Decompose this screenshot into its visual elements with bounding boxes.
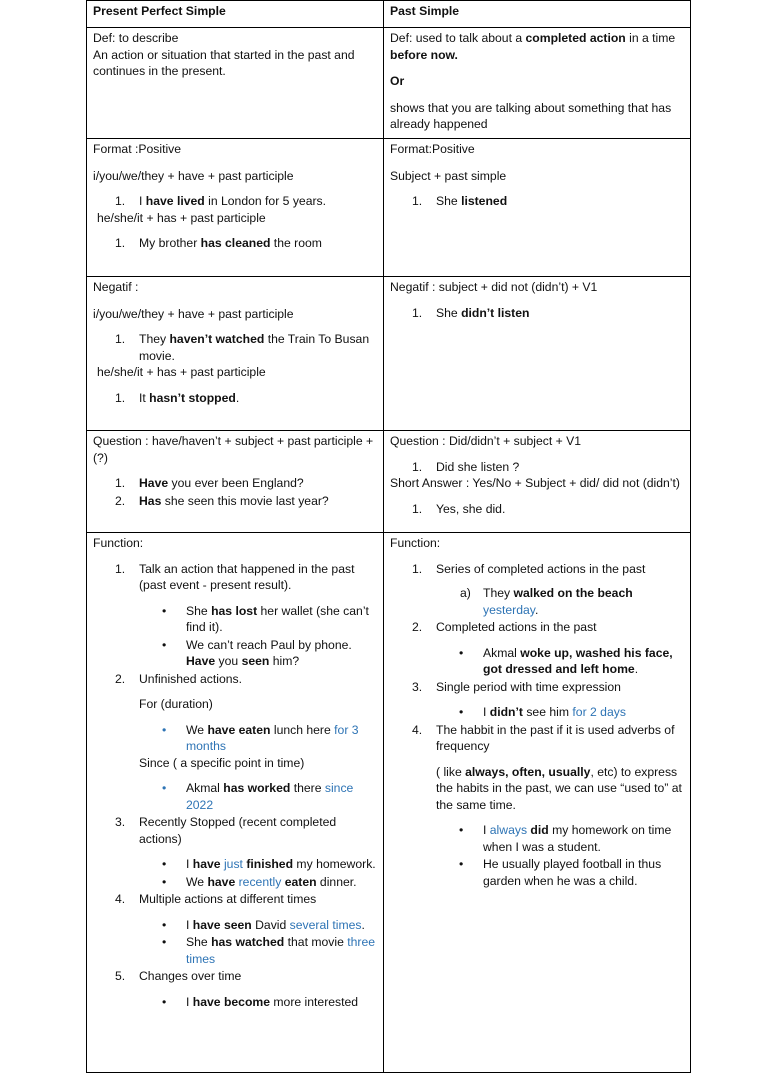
pp-question-examples	[93, 475, 377, 509]
header-past-simple: Past Simple	[384, 1, 691, 28]
pp-negative-examples2	[93, 390, 377, 407]
header-present-perfect: Present Perfect Simple	[87, 1, 384, 28]
list-item: 2. Completed actions in the past	[412, 620, 597, 634]
pp-question-title: Question : have/haven’t + subject + past participle + (?)	[93, 434, 374, 465]
ps-negative-title: Negatif : subject + did not (didn’t) + V1	[390, 280, 598, 294]
list-item: • Akmal woke up, washed his face, got dressed and left home.	[459, 645, 673, 676]
list-item: • She has watched that movie three times	[162, 935, 376, 966]
list-item: 1. Did she listen ?	[412, 459, 520, 474]
pp-function-list	[93, 561, 377, 594]
ps-negative-cell	[384, 277, 691, 431]
list-item: 4. Multiple actions at different times	[115, 892, 317, 906]
list-item: • I have seen David several times.	[162, 917, 365, 932]
ps-function-list	[390, 561, 684, 578]
ps-f4-bullets	[390, 822, 684, 889]
list-item: 5. Changes over time	[115, 969, 242, 983]
negative-row	[87, 277, 691, 431]
list-item: • We have recently eaten dinner.	[162, 874, 357, 889]
list-item: 1. I have lived in London for 5 years.	[115, 194, 327, 208]
list-item: • We can’t reach Paul by phone. Have you seen him?	[162, 637, 352, 668]
list-item: 3. Single period with time expression	[412, 679, 621, 694]
ps-positive-title: Format:Positive	[390, 142, 475, 156]
pp-positive-title: Format :Positive	[93, 142, 182, 156]
ps-or: Or	[390, 74, 405, 88]
list-item: 1. She didn’t listen	[412, 305, 530, 320]
pp-positive-formula1: i/you/we/they + have + past participle	[93, 168, 294, 183]
list-item: • I always did my homework on time when I was a student.	[459, 823, 672, 854]
pp-positive-cell	[87, 139, 384, 277]
ps-positive-cell	[384, 139, 691, 277]
ps-positive-formula: Subject + past simple	[390, 168, 507, 183]
list-item: 3. Recently Stopped (recent completed actions)	[115, 815, 337, 846]
question-row	[87, 431, 691, 533]
pp-def-line: An action or situation that started in the past and continues in the present.	[93, 47, 355, 78]
header-row	[87, 1, 691, 28]
list-item: a) They walked on the beach yesterday.	[460, 586, 633, 617]
list-item: 1. Talk an action that happened in the past (past event - present result).	[115, 561, 355, 592]
ps-f3-bullets	[390, 704, 684, 721]
grammar-table	[86, 0, 691, 1073]
pp-function-title: Function:	[93, 536, 144, 550]
pp-positive-formula2: he/she/it + has + past participle	[97, 210, 266, 225]
pp-negative-title: Negatif :	[93, 280, 139, 294]
list-item: 1. Series of completed actions in the past	[412, 561, 646, 576]
list-item: 1. She listened	[412, 194, 508, 208]
ps-f4-note: ( like always, often, usually, etc) to express the habits in the past, we can use “used to” at the same time.	[436, 764, 682, 812]
ps-short-answer-examples	[390, 501, 684, 518]
pp-f1-bullets	[93, 603, 377, 670]
pp-def: Def: to describe	[93, 31, 179, 45]
ps-question-examples	[390, 459, 684, 476]
pp-function-cell	[87, 533, 384, 1073]
ps-def: Def: used to talk about a completed action in a time before now.	[390, 31, 676, 62]
function-row	[87, 533, 691, 1073]
list-item: 4. The habbit in the past if it is used adverbs of frequency	[412, 722, 675, 753]
pp-f3-bullets	[93, 856, 377, 890]
ps-definition-cell	[384, 28, 691, 139]
list-item: 1. It hasn’t stopped.	[115, 390, 240, 405]
list-item: 1. Have you ever been England?	[115, 476, 304, 490]
pp-f2-since: Since ( a specific point in time)	[139, 755, 305, 770]
list-item: 2. Unfinished actions.	[115, 671, 242, 686]
ps-question-cell	[384, 431, 691, 533]
list-item: • We have eaten lunch here for 3 months	[162, 722, 359, 753]
list-item: 2. Has she seen this movie last year?	[115, 493, 329, 508]
ps-f2-bullets	[390, 645, 684, 678]
list-item: • Akmal has worked there since 2022	[162, 781, 354, 812]
list-item: • I didn’t see him for 2 days	[459, 705, 626, 719]
pp-negative-formula2: he/she/it + has + past participle	[97, 365, 266, 379]
pp-f2-for: For (duration)	[139, 697, 213, 711]
list-item: • He usually played football in thus garden when he was a child.	[459, 857, 662, 888]
definition-row	[87, 28, 691, 139]
pp-positive-examples1	[93, 193, 377, 210]
ps-question-title: Question : Did/didn’t + subject + V1	[390, 434, 582, 448]
list-item: 1. My brother has cleaned the room	[115, 236, 322, 250]
ps-positive-examples	[390, 193, 684, 210]
pp-f2-bullets1	[93, 722, 377, 755]
pp-negative-formula1: i/you/we/they + have + past participle	[93, 306, 294, 321]
pp-definition-cell	[87, 28, 384, 139]
pp-question-cell	[87, 431, 384, 533]
pp-f2-bullets2	[93, 780, 377, 813]
ps-function-title: Function:	[390, 536, 441, 550]
list-item: • She has lost her wallet (she can’t find it).	[162, 603, 369, 634]
pp-positive-examples2	[93, 235, 377, 252]
ps-function-cell	[384, 533, 691, 1073]
ps-short-answer: Short Answer : Yes/No + Subject + did/ did not (didn’t)	[390, 476, 680, 490]
ps-def-alt: shows that you are talking about something that has already happened	[390, 100, 672, 131]
pp-negative-examples1	[93, 331, 377, 364]
pp-f4-bullets	[93, 917, 377, 968]
ps-negative-examples	[390, 305, 684, 322]
pp-f5-bullets	[93, 994, 377, 1011]
list-item: 1. Yes, she did.	[412, 501, 506, 516]
list-item: • I have become more interested	[162, 994, 359, 1009]
pp-negative-cell	[87, 277, 384, 431]
positive-row	[87, 139, 691, 277]
list-item: 1. They haven’t watched the Train To Busan movie.	[115, 332, 370, 363]
list-item: • I have just finished my homework.	[162, 857, 376, 871]
